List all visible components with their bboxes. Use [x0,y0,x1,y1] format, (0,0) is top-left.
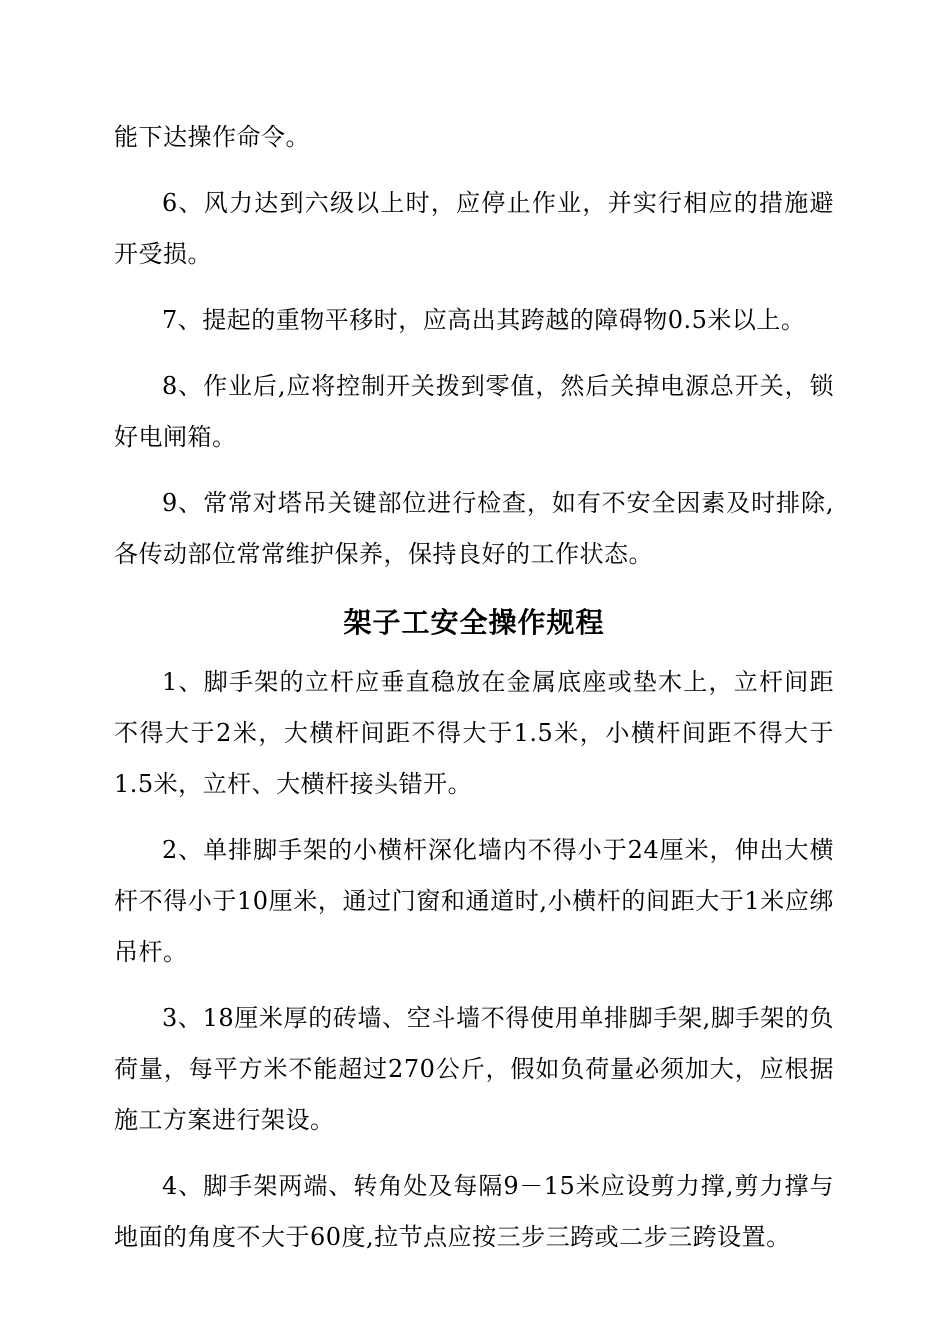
section-title: 架子工安全操作规程 [343,606,605,639]
paragraph-rule-1: 1、脚手架的立杆应垂直稳放在金属底座或垫木上，立杆间距不得大于2米，大横杆间距不得大于1.5米，小横杆间距不得大于1.5米，立杆、大横杆接头错开。 [114,668,834,798]
paragraph-item-9: 9、常常对塔吊关键部位进行检查，如有不安全因素及时排除,各传动部位常常维护保养，保持良好的工作状态。 [114,489,834,568]
paragraph-rule-2: 2、单排脚手架的小横杆深化墙内不得小于24厘米，伸出大横杆不得小于10厘米，通过门窗和通道时,小横杆的间距大于1米应绑吊杆。 [114,836,834,966]
paragraph-rule-4: 4、脚手架两端、转角处及每隔9－15米应设剪力撑,剪力撑与地面的角度不大于60度,拉节点应按三步三跨或二步三跨设置。 [114,1172,834,1251]
paragraph-item-7: 7、提起的重物平移时，应高出其跨越的障碍物0.5米以上。 [162,306,806,334]
document-body [114,112,834,1278]
paragraph-rule-3: 3、18厘米厚的砖墙、空斗墙不得使用单排脚手架,脚手架的负荷量，每平方米不能超过270公斤，假如负荷量必须加大，应根据施工方案进行架设。 [114,1004,834,1134]
paragraph-continuation: 能下达操作命令。 [114,123,310,151]
paragraph-item-6: 6、风力达到六级以上时，应停止作业，并实行相应的措施避开受损。 [114,189,834,268]
paragraph-item-8: 8、作业后,应将控制开关拨到零值，然后关掉电源总开关，锁好电闸箱。 [114,372,834,451]
